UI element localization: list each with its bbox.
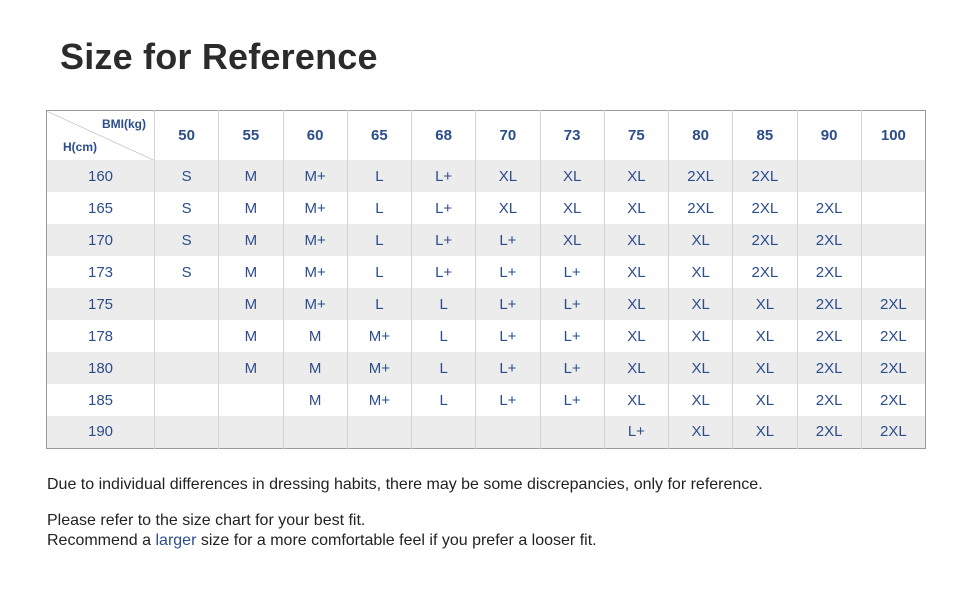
fit-advice-text: Please refer to the size chart for your best fit. [47,512,366,529]
height-cell: 178 [87,327,114,345]
size-cell: XL [604,352,668,384]
height-cell: 175 [87,295,114,313]
corner-cell [47,111,155,161]
size-cell: XL [733,288,797,320]
size-cell [283,416,347,448]
size-cell: L [347,160,411,192]
table-row [47,192,926,224]
size-cell: XL [733,416,797,448]
size-cell: M+ [283,256,347,288]
recommendation-prefix: Recommend a [47,532,156,549]
size-cell: M [219,224,283,256]
size-cell: 2XL [797,224,861,256]
bmi-column-header: 65 [347,111,411,161]
size-cell: M [219,192,283,224]
size-cell: XL [669,384,733,416]
size-cell: L+ [540,256,604,288]
size-cell: M+ [283,224,347,256]
size-cell: M [219,160,283,192]
size-cell: XL [669,224,733,256]
size-cell: L+ [476,384,540,416]
size-cell: M [283,320,347,352]
bmi-column-header: 70 [476,111,540,161]
size-cell: L+ [476,352,540,384]
size-cell: 2XL [861,384,925,416]
bmi-column-header: 75 [604,111,668,161]
larger-highlight: larger [155,532,197,549]
size-cell: M+ [283,192,347,224]
bmi-column-header: 100 [861,111,925,161]
size-cell: 2XL [797,320,861,352]
height-cell: 173 [87,263,114,281]
size-cell: L [412,384,476,416]
size-cell: M+ [283,288,347,320]
size-cell: L+ [412,224,476,256]
size-cell: L+ [476,288,540,320]
bmi-column-header: 85 [733,111,797,161]
size-cell [155,288,219,320]
size-cell: 2XL [861,352,925,384]
size-cell: M [219,320,283,352]
size-cell: L+ [540,384,604,416]
size-cell: XL [669,256,733,288]
bmi-column-header: 68 [412,111,476,161]
size-cell: M+ [347,384,411,416]
bmi-column-header: 55 [219,111,283,161]
size-cell: 2XL [861,416,925,448]
size-cell: 2XL [733,160,797,192]
size-cell [861,224,925,256]
size-cell: S [155,160,219,192]
size-cell: XL [604,288,668,320]
size-cell: L [412,352,476,384]
size-cell: 2XL [797,416,861,448]
size-cell: S [155,192,219,224]
bmi-column-header: 73 [540,111,604,161]
table-row [47,256,926,288]
size-cell: 2XL [797,192,861,224]
table-row [47,160,926,192]
size-cell: L [412,288,476,320]
size-cell: 2XL [669,192,733,224]
size-chart-header [47,111,926,161]
size-cell [347,416,411,448]
size-cell: L+ [412,192,476,224]
size-cell: XL [669,320,733,352]
height-cell: 165 [87,199,114,217]
size-cell: XL [604,256,668,288]
bmi-column-header: 80 [669,111,733,161]
size-cell: 2XL [861,288,925,320]
height-cell: 170 [87,231,114,249]
size-cell: L [347,192,411,224]
size-cell [861,256,925,288]
size-cell: L [347,224,411,256]
sizing-recommendation-text [47,532,597,550]
size-cell: XL [733,352,797,384]
size-cell: XL [604,384,668,416]
height-cell: 160 [87,167,114,185]
size-cell: XL [604,224,668,256]
bmi-axis-label: BMI(kg) [102,117,146,131]
size-cell: 2XL [797,352,861,384]
table-row [47,416,926,448]
size-cell: L [347,256,411,288]
size-chart-body [47,160,926,448]
size-cell: M+ [347,352,411,384]
header-row [47,111,926,161]
size-cell: XL [733,320,797,352]
size-cell [219,384,283,416]
recommendation-suffix: size for a more comfortable feel if you prefer a looser fit. [196,532,597,549]
size-cell: 2XL [733,256,797,288]
size-cell: L+ [540,320,604,352]
size-cell [476,416,540,448]
size-cell: XL [540,224,604,256]
size-cell [219,416,283,448]
size-cell: L+ [476,256,540,288]
bmi-column-header: 60 [283,111,347,161]
size-cell: M [283,352,347,384]
size-cell [540,416,604,448]
size-cell: M [219,352,283,384]
size-cell [861,192,925,224]
size-cell: 2XL [797,256,861,288]
size-cell: L+ [604,416,668,448]
size-cell: L+ [412,256,476,288]
size-cell: L [347,288,411,320]
size-cell [861,160,925,192]
size-cell: M [283,384,347,416]
size-cell: L+ [476,320,540,352]
height-axis-label: H(cm) [63,140,98,154]
size-cell: 2XL [797,288,861,320]
size-cell [155,416,219,448]
size-cell: 2XL [861,320,925,352]
size-cell [155,320,219,352]
size-cell: S [155,256,219,288]
table-row [47,352,926,384]
table-row [47,384,926,416]
size-cell: XL [604,160,668,192]
size-cell [797,160,861,192]
size-cell: L [412,320,476,352]
size-cell: 2XL [669,160,733,192]
size-cell: XL [476,192,540,224]
size-chart-table [46,110,926,449]
page-title: Size for Reference [60,36,378,77]
height-cell: 180 [87,359,114,377]
size-cell: XL [476,160,540,192]
height-cell: 185 [87,391,114,409]
size-cell [155,384,219,416]
bmi-column-header: 50 [155,111,219,161]
size-cell [412,416,476,448]
size-cell: XL [669,288,733,320]
size-cell: M [219,288,283,320]
table-row [47,288,926,320]
size-cell: M+ [347,320,411,352]
size-cell: L+ [540,288,604,320]
size-cell: XL [604,320,668,352]
size-cell: M [219,256,283,288]
size-cell: XL [540,160,604,192]
disclaimer-text: Due to individual differences in dressing habits, there may be some discrepancies, only for reference. [47,476,763,493]
height-cell: 190 [87,423,114,441]
size-cell: 2XL [733,192,797,224]
size-cell: XL [540,192,604,224]
size-cell: XL [669,416,733,448]
size-cell: M+ [283,160,347,192]
size-cell: S [155,224,219,256]
size-cell: XL [733,384,797,416]
table-row [47,320,926,352]
size-cell: L+ [412,160,476,192]
size-cell: XL [604,192,668,224]
table-row [47,224,926,256]
size-cell [155,352,219,384]
size-cell: XL [669,352,733,384]
size-cell: 2XL [797,384,861,416]
bmi-column-header: 90 [797,111,861,161]
size-cell: L+ [540,352,604,384]
size-cell: L+ [476,224,540,256]
size-cell: 2XL [733,224,797,256]
